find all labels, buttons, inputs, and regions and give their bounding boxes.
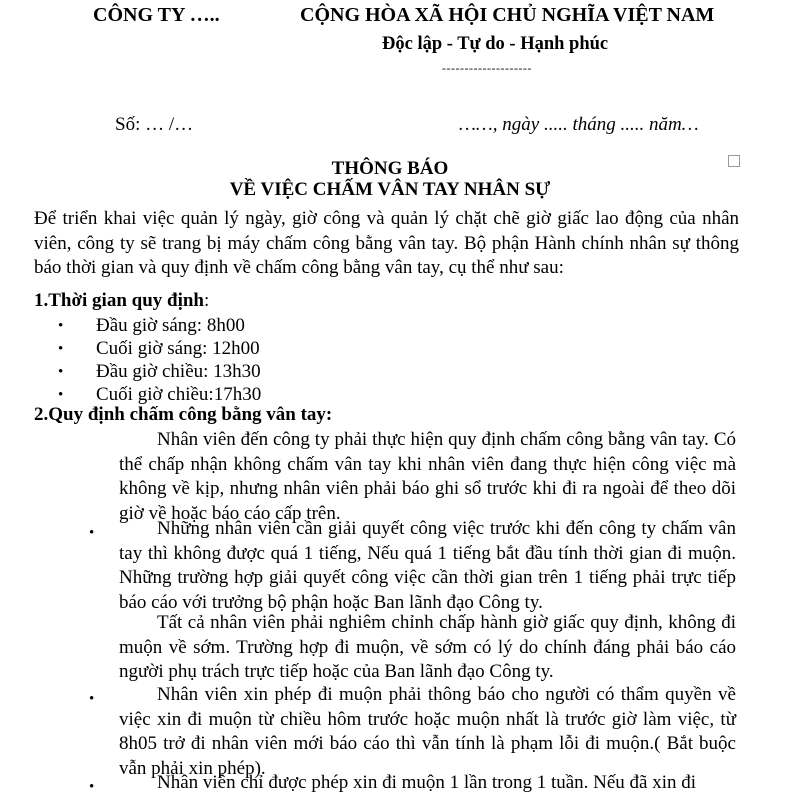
bullet-icon: • <box>58 364 64 380</box>
section-1-heading-colon: : <box>204 290 210 311</box>
bullet-icon: • <box>89 525 95 541</box>
time-item: Đầu giờ sáng: 8h00 <box>96 315 245 336</box>
rule-paragraph: Nhân viên xin phép đi muộn phải thông báo cho người có thẩm quyền về việc xin đi muộn từ chiều hôm trước hoặc muộn nhất là trước giờ làm việc, từ 8h05 trở đi nhân viên mới báo cáo thì vẫn tính là phạm lỗi đi muộn.( Bắt buộc vẫn phải xin phép). <box>119 684 736 779</box>
time-item: Đầu giờ chiều: 13h30 <box>96 361 261 382</box>
date-line: ……, ngày ..... tháng ..... năm… <box>459 114 699 135</box>
company-name: CÔNG TY ….. <box>93 4 220 26</box>
bullet-icon: • <box>58 318 64 334</box>
rule-paragraph: Những nhân viên cần giải quyết công việc trước khi đến công ty chấm vân tay thì không được quá 1 tiếng, Nếu quá 1 tiếng bắt đầu tính thời gian đi muộn. Những trường hợp giải quyết công việc cần thời gian trên 1 tiếng phải trực tiếp báo cáo với trưởng bộ phận hoặc Ban lãnh đạo Công ty. <box>119 518 736 613</box>
national-motto: Độc lập - Tự do - Hạnh phúc <box>382 34 609 54</box>
section-1-heading-text: 1.Thời gian quy định <box>34 290 204 311</box>
section-1-heading <box>34 290 209 312</box>
bullet-icon: • <box>89 691 95 707</box>
document-subtitle: VỀ VIỆC CHẤM VÂN TAY NHÂN SỰ <box>229 179 551 200</box>
document-title: THÔNG BÁO <box>331 158 449 179</box>
intro-paragraph: Để triển khai việc quản lý ngày, giờ công và quản lý chặt chẽ giờ giấc lao động của nhân viên, công ty sẽ trang bị máy chấm công bằng vân tay. Bộ phận Hành chính nhân sự thông báo thời gian và quy định về chấm công bằng vân tay, cụ thể như sau: <box>34 208 739 278</box>
rule-paragraph: Tất cả nhân viên phải nghiêm chỉnh chấp hành giờ giấc quy định, không đi muộn về sớm. Trường hợp đi muộn, về sớm có lý do chính đáng phải báo cáo người phụ trách trực tiếp hoặc của Ban lãnh đạo Công ty. <box>119 612 736 682</box>
time-item: Cuối giờ chiều:17h30 <box>96 384 262 405</box>
document-number: Số: … /… <box>115 114 194 135</box>
time-item: Cuối giờ sáng: 12h00 <box>96 338 260 359</box>
motto-underline: -------------------- <box>442 61 532 75</box>
national-title: CỘNG HÒA XÃ HỘI CHỦ NGHĨA VIỆT NAM <box>300 4 715 26</box>
bullet-icon: • <box>58 341 64 357</box>
bullet-icon: • <box>89 779 95 795</box>
rule-paragraph: Nhân viên chỉ được phép xin đi muộn 1 lần trong 1 tuần. Nếu đã xin đi <box>157 772 697 793</box>
bullet-icon: • <box>58 387 64 403</box>
section-2-heading: 2.Quy định chấm công bằng vân tay: <box>34 404 333 425</box>
rule-paragraph: Nhân viên đến công ty phải thực hiện quy định chấm công bằng vân tay. Có thể chấp nhận không chấm vân tay khi nhân viên đang thực hiện công việc mà không về kịp, nhưng nhân viên phải báo ghi sổ trước khi đi ra ngoài để theo dõi giờ về hoặc báo cáo cấp trên. <box>119 429 736 524</box>
